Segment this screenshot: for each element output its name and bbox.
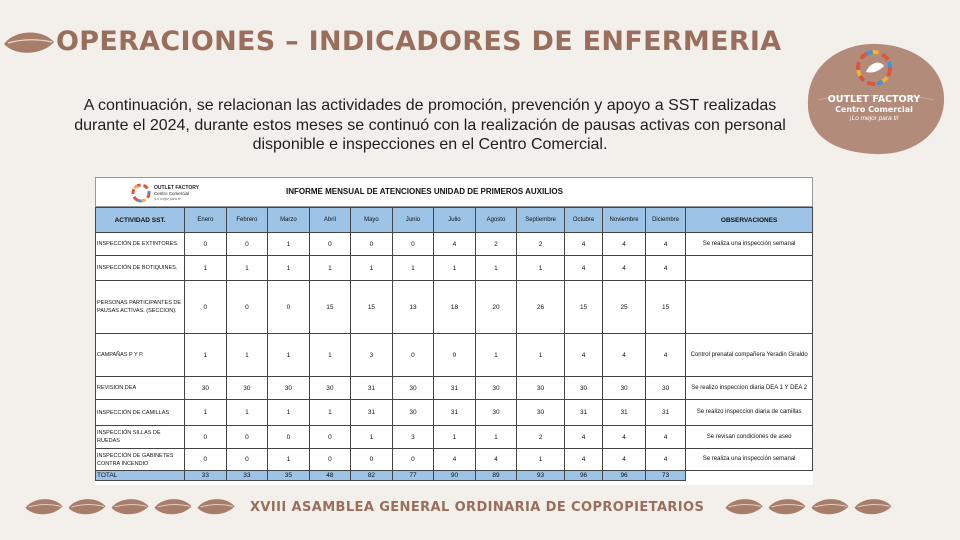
report-header: [95, 177, 813, 207]
activity-cell: INSPECCIÓN DE BOTIQUINES.: [96, 256, 185, 281]
value-cell: 0: [185, 426, 227, 449]
value-cell: 4: [645, 233, 686, 256]
total-cell: 77: [392, 471, 434, 481]
activity-cell: PERSONAS PARTICIPANTES DE PAUSAS ACTIVAS. (SECCION).: [96, 281, 185, 334]
value-cell: 30: [564, 377, 602, 400]
value-cell: 4: [603, 334, 646, 377]
table-row: [96, 449, 813, 471]
leaf-ornament-icon: [724, 496, 764, 518]
value-cell: 1: [475, 426, 517, 449]
leaf-ornament-icon: [153, 496, 193, 518]
value-cell: 1: [517, 334, 565, 377]
activity-cell: INSPECCIÓN DE CAMILLAS: [96, 400, 185, 426]
value-cell: 0: [309, 233, 351, 256]
value-cell: 1: [434, 256, 476, 281]
value-cell: 4: [603, 256, 646, 281]
value-cell: 1: [268, 449, 310, 471]
header-month: Diciembre: [645, 208, 686, 233]
total-label: TOTAL: [96, 471, 185, 481]
value-cell: 31: [645, 400, 686, 426]
header-month: Marzo: [268, 208, 310, 233]
value-cell: 0: [185, 281, 227, 334]
value-cell: 31: [351, 400, 393, 426]
value-cell: 20: [475, 281, 517, 334]
value-cell: 0: [185, 449, 227, 471]
value-cell: 0: [351, 233, 393, 256]
header-month: Abril: [309, 208, 351, 233]
report-logo-name: OUTLET FACTORY: [154, 185, 199, 191]
value-cell: 1: [351, 256, 393, 281]
value-cell: 13: [392, 281, 434, 334]
observation-cell: [686, 281, 813, 334]
table-row: [96, 281, 813, 334]
logo-slogan: ¡Lo mejor para ti!: [849, 115, 899, 122]
value-cell: 0: [309, 449, 351, 471]
activity-cell: CAMPAÑAS P Y P.: [96, 334, 185, 377]
header-month: Febrero: [226, 208, 268, 233]
value-cell: 4: [475, 449, 517, 471]
value-cell: 0: [351, 449, 393, 471]
value-cell: 1: [309, 400, 351, 426]
header-activity: ACTIVIDAD SST.: [96, 208, 185, 233]
value-cell: 31: [351, 377, 393, 400]
report-title: INFORME MENSUAL DE ATENCIONES UNIDAD DE PRIMEROS AUXILIOS: [286, 187, 563, 196]
value-cell: 1: [268, 256, 310, 281]
table-row: [96, 233, 813, 256]
observation-cell: Se realizo inspeccion diaria de camillas: [686, 400, 813, 426]
value-cell: 0: [226, 426, 268, 449]
value-cell: 1: [185, 334, 227, 377]
table-row: [96, 377, 813, 400]
header-observations: OBSERVACIONES: [686, 208, 813, 233]
value-cell: 0: [226, 449, 268, 471]
value-cell: 18: [434, 281, 476, 334]
value-cell: 0: [226, 233, 268, 256]
leaf-ornament-icon: [196, 496, 236, 518]
value-cell: 0: [185, 233, 227, 256]
total-empty-cell: [686, 471, 813, 481]
value-cell: 15: [351, 281, 393, 334]
value-cell: 0: [392, 233, 434, 256]
value-cell: 30: [603, 377, 646, 400]
value-cell: 1: [434, 426, 476, 449]
report-logo-slogan: ¡Lo mejor para ti!: [154, 197, 181, 201]
value-cell: 4: [564, 426, 602, 449]
total-cell: 48: [309, 471, 351, 481]
leaf-ornament-icon: [767, 496, 807, 518]
total-cell: 96: [603, 471, 646, 481]
report-table: [95, 207, 813, 481]
value-cell: 31: [564, 400, 602, 426]
total-cell: 82: [351, 471, 393, 481]
value-cell: 4: [564, 256, 602, 281]
value-cell: 1: [268, 334, 310, 377]
header-month: Julio: [434, 208, 476, 233]
leaf-ornament-icon: [110, 496, 150, 518]
value-cell: 1: [226, 334, 268, 377]
header-month: Agosto: [475, 208, 517, 233]
total-cell: 33: [226, 471, 268, 481]
footer-title: XVIII ASAMBLEA GENERAL ORDINARIA DE COPROPIETARIOS: [250, 500, 705, 515]
value-cell: 4: [564, 334, 602, 377]
value-cell: 4: [603, 426, 646, 449]
value-cell: 1: [268, 400, 310, 426]
logo-text: [812, 94, 936, 123]
total-cell: 90: [434, 471, 476, 481]
value-cell: 1: [185, 256, 227, 281]
leaf-ornament-icon: [810, 496, 850, 518]
value-cell: 15: [309, 281, 351, 334]
value-cell: 4: [564, 449, 602, 471]
value-cell: 3: [392, 426, 434, 449]
value-cell: 1: [517, 449, 565, 471]
value-cell: 0: [434, 334, 476, 377]
value-cell: 0: [392, 334, 434, 377]
leaf-ornament-icon: [67, 496, 107, 518]
logo-name: OUTLET FACTORY: [827, 94, 921, 105]
leaf-ornament-icon: [2, 30, 56, 56]
header-month: Mayo: [351, 208, 393, 233]
leaf-ornament-icon: [24, 496, 64, 518]
value-cell: 4: [603, 449, 646, 471]
value-cell: 4: [645, 449, 686, 471]
value-cell: 4: [645, 256, 686, 281]
value-cell: 1: [475, 334, 517, 377]
leaf-ornament-icon: [853, 496, 893, 518]
value-cell: 0: [309, 426, 351, 449]
value-cell: 0: [268, 281, 310, 334]
value-cell: 30: [475, 377, 517, 400]
value-cell: 30: [392, 377, 434, 400]
header-month: Noviembre: [603, 208, 646, 233]
value-cell: 4: [645, 334, 686, 377]
value-cell: 30: [475, 400, 517, 426]
value-cell: 1: [268, 233, 310, 256]
value-cell: 25: [603, 281, 646, 334]
value-cell: 2: [517, 233, 565, 256]
table-header-row: [96, 208, 813, 233]
total-cell: 35: [268, 471, 310, 481]
value-cell: 1: [185, 400, 227, 426]
value-cell: 31: [434, 400, 476, 426]
value-cell: 30: [517, 377, 565, 400]
observation-cell: Control prenatal compañera Yeradin Giraldo: [686, 334, 813, 377]
activity-cell: INSPECCIÓN SILLAS DE RUEDAS: [96, 426, 185, 449]
value-cell: 30: [517, 400, 565, 426]
total-cell: 89: [475, 471, 517, 481]
value-cell: 1: [226, 256, 268, 281]
observation-cell: Se revisan condiciones de aseo: [686, 426, 813, 449]
header-month: Junio: [392, 208, 434, 233]
total-cell: 93: [517, 471, 565, 481]
value-cell: 31: [603, 400, 646, 426]
header-month: Enero: [185, 208, 227, 233]
report-logo-icon: [130, 182, 152, 204]
observation-cell: Se realiza una inspección semanal: [686, 449, 813, 471]
total-cell: 73: [645, 471, 686, 481]
value-cell: 1: [351, 426, 393, 449]
value-cell: 4: [564, 233, 602, 256]
value-cell: 1: [309, 334, 351, 377]
value-cell: 30: [226, 377, 268, 400]
table-row: [96, 334, 813, 377]
value-cell: 3: [351, 334, 393, 377]
report-table-image: [95, 177, 813, 485]
value-cell: 1: [309, 256, 351, 281]
total-cell: 33: [185, 471, 227, 481]
table-row: [96, 256, 813, 281]
value-cell: 1: [475, 256, 517, 281]
value-cell: 30: [392, 400, 434, 426]
table-body: [96, 233, 813, 481]
page-title: OPERACIONES – INDICADORES DE ENFERMERIA: [56, 26, 782, 57]
header-month: Septiembre: [517, 208, 565, 233]
activity-cell: REVISION DEA: [96, 377, 185, 400]
header-month: Octubre: [564, 208, 602, 233]
value-cell: 30: [185, 377, 227, 400]
observation-cell: Se realiza una inspección semanal: [686, 233, 813, 256]
value-cell: 1: [226, 400, 268, 426]
value-cell: 2: [475, 233, 517, 256]
activity-cell: INSPECCIÓN DE EXTINTORES.: [96, 233, 185, 256]
activity-cell: INSPECCIÓN DE GABINETES CONTRA INCENDIO: [96, 449, 185, 471]
value-cell: 2: [517, 426, 565, 449]
observation-cell: [686, 256, 813, 281]
observation-cell: Se realizo inspeccion diaria DEA 1 Y DEA 2: [686, 377, 813, 400]
value-cell: 15: [645, 281, 686, 334]
value-cell: 4: [434, 449, 476, 471]
value-cell: 4: [434, 233, 476, 256]
intro-paragraph: A continuación, se relacionan las actividades de promoción, prevención y apoyo a SST realizadas durante el 2024, durante estos meses se continuó con la realización de pausas activas con personal disponible e inspecciones en el Centro Comercial.: [74, 97, 786, 153]
value-cell: 30: [309, 377, 351, 400]
value-cell: 0: [392, 449, 434, 471]
table-row: [96, 400, 813, 426]
value-cell: 4: [645, 426, 686, 449]
value-cell: 30: [645, 377, 686, 400]
value-cell: 31: [434, 377, 476, 400]
table-row: [96, 426, 813, 449]
value-cell: 30: [268, 377, 310, 400]
logo-subtitle: Centro Comercial: [835, 105, 913, 114]
report-logo-subtitle: Centro Comercial: [154, 191, 190, 196]
value-cell: 0: [226, 281, 268, 334]
value-cell: 1: [517, 256, 565, 281]
total-cell: 96: [564, 471, 602, 481]
value-cell: 15: [564, 281, 602, 334]
value-cell: 1: [392, 256, 434, 281]
value-cell: 4: [603, 233, 646, 256]
value-cell: 0: [268, 426, 310, 449]
value-cell: 26: [517, 281, 565, 334]
total-row: [96, 471, 813, 481]
